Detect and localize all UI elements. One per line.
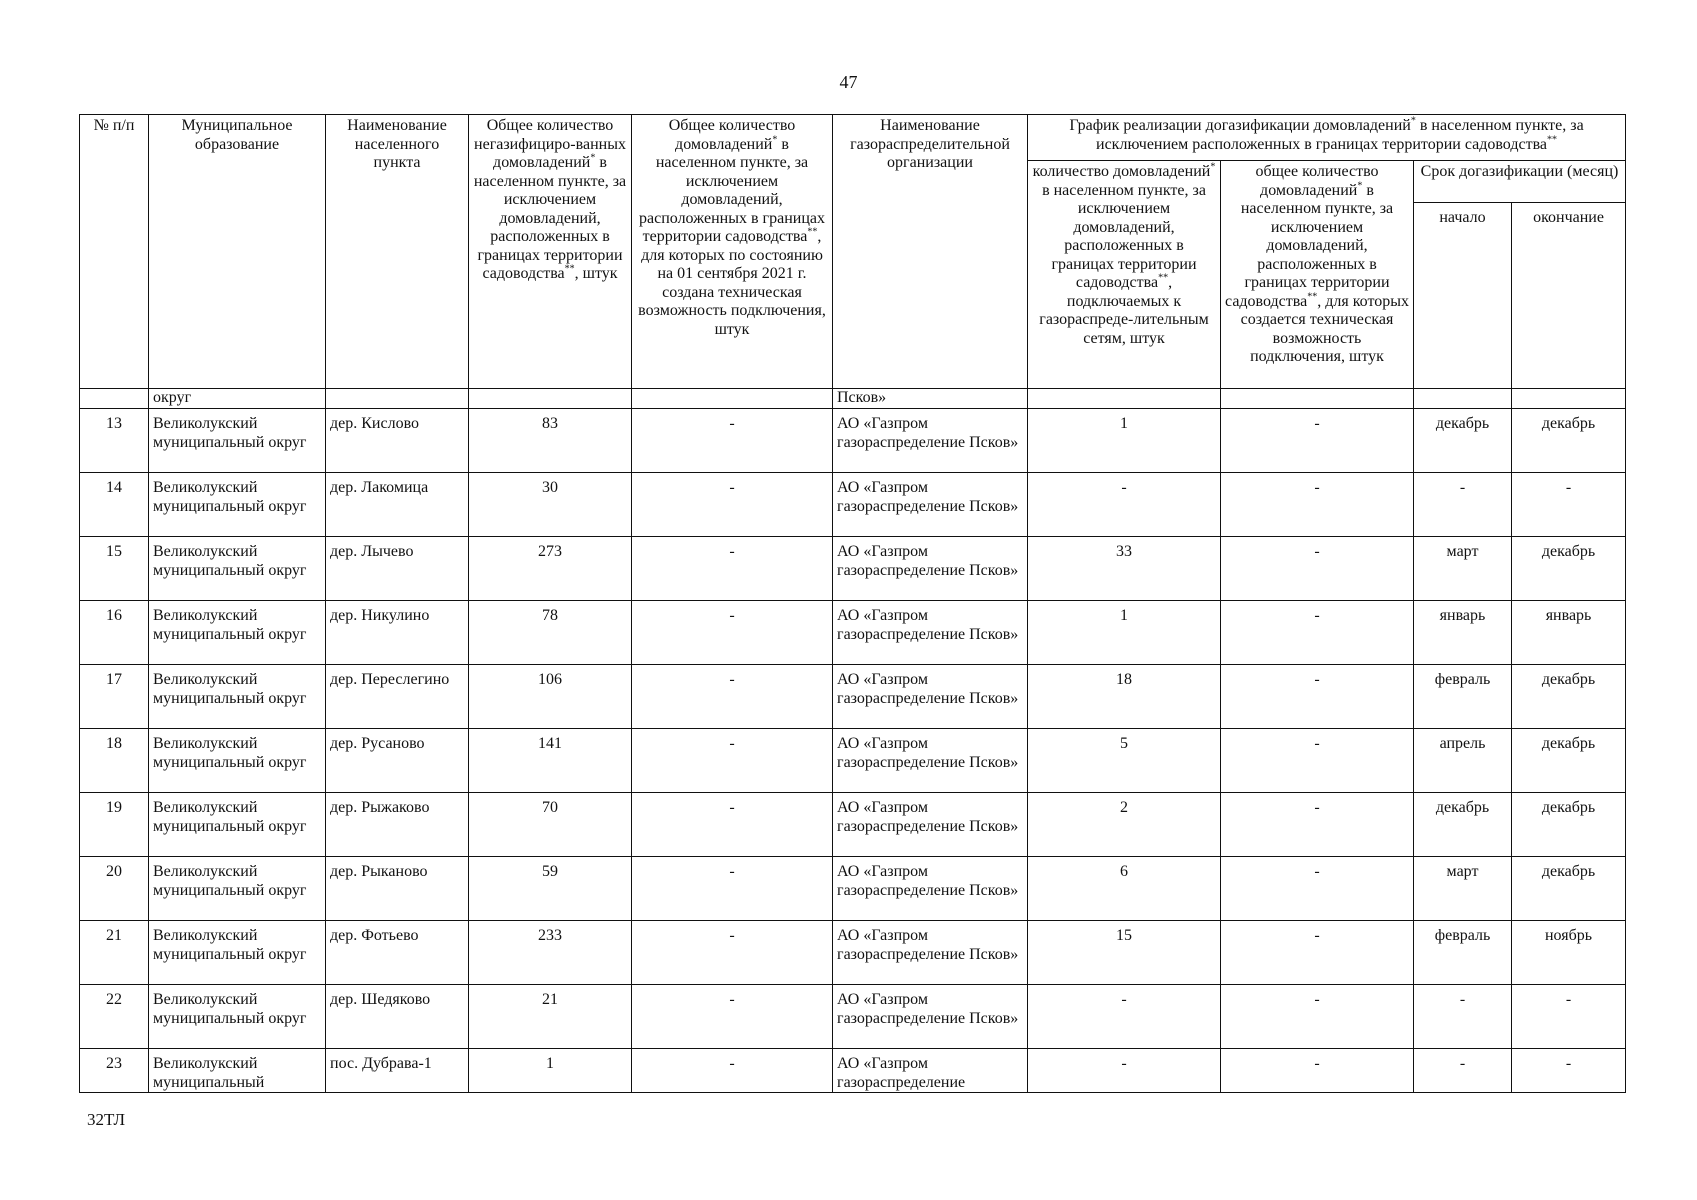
cell-connect: 1 xyxy=(1028,601,1221,665)
table-row xyxy=(80,857,1626,921)
cell-municipality: округ xyxy=(149,389,326,409)
cell-start xyxy=(1414,389,1512,409)
cell-tech: - xyxy=(632,729,833,793)
cell-create: - xyxy=(1221,601,1414,665)
cell-start: март xyxy=(1414,857,1512,921)
cell-settlement: дер. Лакомица xyxy=(326,473,469,537)
table-row xyxy=(80,921,1626,985)
cell-org: АО «Газпром газораспределение Псков» xyxy=(833,921,1028,985)
cell-end: - xyxy=(1512,473,1626,537)
cell-end: декабрь xyxy=(1512,665,1626,729)
cell-end: - xyxy=(1512,985,1626,1049)
cell-num: 13 xyxy=(80,409,149,473)
cell-settlement: дер. Русаново xyxy=(326,729,469,793)
cell-settlement: дер. Лычево xyxy=(326,537,469,601)
cell-num: 20 xyxy=(80,857,149,921)
cell-total: 1 xyxy=(469,1049,632,1093)
cell-create xyxy=(1221,389,1414,409)
cell-total: 30 xyxy=(469,473,632,537)
cell-connect: 18 xyxy=(1028,665,1221,729)
cell-end: - xyxy=(1512,1049,1626,1093)
cell-num: 18 xyxy=(80,729,149,793)
header-schedule: График реализации догазификации домовладений* в населенном пункте, за исключением расположенных в границах территории садоводства** xyxy=(1028,115,1626,161)
cell-org: АО «Газпром газораспределение Псков» xyxy=(833,665,1028,729)
cell-start: декабрь xyxy=(1414,793,1512,857)
cell-start: декабрь xyxy=(1414,409,1512,473)
cell-connect: 15 xyxy=(1028,921,1221,985)
cell-create: - xyxy=(1221,729,1414,793)
cell-end: декабрь xyxy=(1512,409,1626,473)
cell-settlement: дер. Никулино xyxy=(326,601,469,665)
table-row xyxy=(80,409,1626,473)
header-end: окончание xyxy=(1512,203,1626,389)
header-total-tech: Общее количество домовладений* в населенном пункте, за исключением домовладений, расположенных в границах территории садоводства**, для которых по состоянию на 01 сентября 2021 г. создана техническая возможность подключения, штук xyxy=(632,115,833,389)
header-settlement: Наименование населенного пункта xyxy=(326,115,469,389)
cell-municipality: Великолукский муниципальный округ xyxy=(149,985,326,1049)
cell-start: февраль xyxy=(1414,921,1512,985)
cell-num: 14 xyxy=(80,473,149,537)
cell-connect: - xyxy=(1028,473,1221,537)
cell-tech: - xyxy=(632,985,833,1049)
cell-settlement: дер. Рыжаково xyxy=(326,793,469,857)
cell-tech: - xyxy=(632,1049,833,1093)
cell-municipality: Великолукский муниципальный округ xyxy=(149,473,326,537)
cell-org: АО «Газпром газораспределение Псков» xyxy=(833,473,1028,537)
table-row xyxy=(80,473,1626,537)
cell-end: ноябрь xyxy=(1512,921,1626,985)
cell-end: январь xyxy=(1512,601,1626,665)
cell-start: - xyxy=(1414,1049,1512,1093)
cell-total: 233 xyxy=(469,921,632,985)
cell-total: 83 xyxy=(469,409,632,473)
cell-municipality: Великолукский муниципальный округ xyxy=(149,729,326,793)
cell-tech: - xyxy=(632,665,833,729)
cell-tech: - xyxy=(632,921,833,985)
cell-end: декабрь xyxy=(1512,793,1626,857)
cell-org: АО «Газпром газораспределение xyxy=(833,1049,1028,1093)
table-row xyxy=(80,729,1626,793)
cell-settlement: дер. Рыканово xyxy=(326,857,469,921)
cell-create: - xyxy=(1221,921,1414,985)
cell-total: 141 xyxy=(469,729,632,793)
cell-total: 106 xyxy=(469,665,632,729)
cell-start: апрель xyxy=(1414,729,1512,793)
cell-create: - xyxy=(1221,537,1414,601)
cell-num: 23 xyxy=(80,1049,149,1093)
cell-total: 70 xyxy=(469,793,632,857)
table-row xyxy=(80,601,1626,665)
header-gas-org: Наименование газораспределительной организации xyxy=(833,115,1028,389)
cell-tech: - xyxy=(632,409,833,473)
header-term: Срок догазификации (месяц) xyxy=(1414,161,1626,203)
cell-org: Псков» xyxy=(833,389,1028,409)
cell-municipality: Великолукский муниципальный округ xyxy=(149,793,326,857)
cell-start: - xyxy=(1414,473,1512,537)
table-body xyxy=(80,389,1626,1093)
cell-create: - xyxy=(1221,985,1414,1049)
continuation-row xyxy=(80,389,1626,409)
cell-org: АО «Газпром газораспределение Псков» xyxy=(833,409,1028,473)
cell-tech xyxy=(632,389,833,409)
table-row xyxy=(80,665,1626,729)
cell-tech: - xyxy=(632,793,833,857)
cell-num: 22 xyxy=(80,985,149,1049)
cell-connect: 1 xyxy=(1028,409,1221,473)
table-header xyxy=(80,115,1626,389)
cell-settlement: дер. Кислово xyxy=(326,409,469,473)
cell-settlement: дер. Переслегино xyxy=(326,665,469,729)
cell-connect: 6 xyxy=(1028,857,1221,921)
cell-connect: - xyxy=(1028,985,1221,1049)
header-total-nongas: Общее количество негазифициро-ванных домовладений* в населенном пункте, за исключением домовладений, расположенных в границах территории садоводства**, штук xyxy=(469,115,632,389)
cell-create: - xyxy=(1221,409,1414,473)
cell-org: АО «Газпром газораспределение Псков» xyxy=(833,857,1028,921)
cell-total: 59 xyxy=(469,857,632,921)
cell-tech: - xyxy=(632,601,833,665)
document-code: 32ТЛ xyxy=(87,1110,126,1129)
cell-start: февраль xyxy=(1414,665,1512,729)
page-number: 47 xyxy=(839,72,858,92)
cell-org: АО «Газпром газораспределение Псков» xyxy=(833,729,1028,793)
gasification-table xyxy=(79,114,1626,1093)
cell-create: - xyxy=(1221,473,1414,537)
cell-total xyxy=(469,389,632,409)
cell-num: 15 xyxy=(80,537,149,601)
header-count-connected: количество домовладений* в населенном пункте, за исключением домовладений, расположенных в границах территории садоводства**, подключаемых к газораспреде-лительным сетям, штук xyxy=(1028,161,1221,389)
cell-num: 17 xyxy=(80,665,149,729)
cell-connect: 2 xyxy=(1028,793,1221,857)
table-row xyxy=(80,1049,1626,1093)
cell-municipality: Великолукский муниципальный округ xyxy=(149,857,326,921)
cell-total: 21 xyxy=(469,985,632,1049)
cell-tech: - xyxy=(632,473,833,537)
cell-org: АО «Газпром газораспределение Псков» xyxy=(833,537,1028,601)
cell-connect: 33 xyxy=(1028,537,1221,601)
cell-settlement xyxy=(326,389,469,409)
table-row xyxy=(80,537,1626,601)
cell-municipality: Великолукский муниципальный округ xyxy=(149,665,326,729)
cell-connect: 5 xyxy=(1028,729,1221,793)
cell-num: 16 xyxy=(80,601,149,665)
header-count-tech: общее количество домовладений* в населенном пункте, за исключением домовладений, расположенных в границах территории садоводства**, для которых создается техническая возможность подключения, штук xyxy=(1221,161,1414,389)
cell-start: март xyxy=(1414,537,1512,601)
cell-municipality: Великолукский муниципальный округ xyxy=(149,921,326,985)
cell-settlement: пос. Дубрава-1 xyxy=(326,1049,469,1093)
cell-create: - xyxy=(1221,1049,1414,1093)
table-row xyxy=(80,793,1626,857)
cell-org: АО «Газпром газораспределение Псков» xyxy=(833,985,1028,1049)
header-start: начало xyxy=(1414,203,1512,389)
cell-create: - xyxy=(1221,793,1414,857)
cell-municipality: Великолукский муниципальный xyxy=(149,1049,326,1093)
cell-settlement: дер. Фотьево xyxy=(326,921,469,985)
cell-connect xyxy=(1028,389,1221,409)
cell-tech: - xyxy=(632,857,833,921)
cell-create: - xyxy=(1221,857,1414,921)
cell-end xyxy=(1512,389,1626,409)
cell-tech: - xyxy=(632,537,833,601)
cell-connect: - xyxy=(1028,1049,1221,1093)
cell-total: 273 xyxy=(469,537,632,601)
cell-municipality: Великолукский муниципальный округ xyxy=(149,537,326,601)
cell-settlement: дер. Шедяково xyxy=(326,985,469,1049)
cell-num: 21 xyxy=(80,921,149,985)
cell-org: АО «Газпром газораспределение Псков» xyxy=(833,793,1028,857)
cell-num xyxy=(80,389,149,409)
cell-start: январь xyxy=(1414,601,1512,665)
cell-create: - xyxy=(1221,665,1414,729)
cell-org: АО «Газпром газораспределение Псков» xyxy=(833,601,1028,665)
cell-start: - xyxy=(1414,985,1512,1049)
cell-num: 19 xyxy=(80,793,149,857)
cell-total: 78 xyxy=(469,601,632,665)
cell-municipality: Великолукский муниципальный округ xyxy=(149,409,326,473)
header-municipality: Муниципальное образование xyxy=(149,115,326,389)
cell-end: декабрь xyxy=(1512,857,1626,921)
cell-end: декабрь xyxy=(1512,729,1626,793)
table-row xyxy=(80,985,1626,1049)
cell-end: декабрь xyxy=(1512,537,1626,601)
header-num: № п/п xyxy=(80,115,149,389)
cell-municipality: Великолукский муниципальный округ xyxy=(149,601,326,665)
